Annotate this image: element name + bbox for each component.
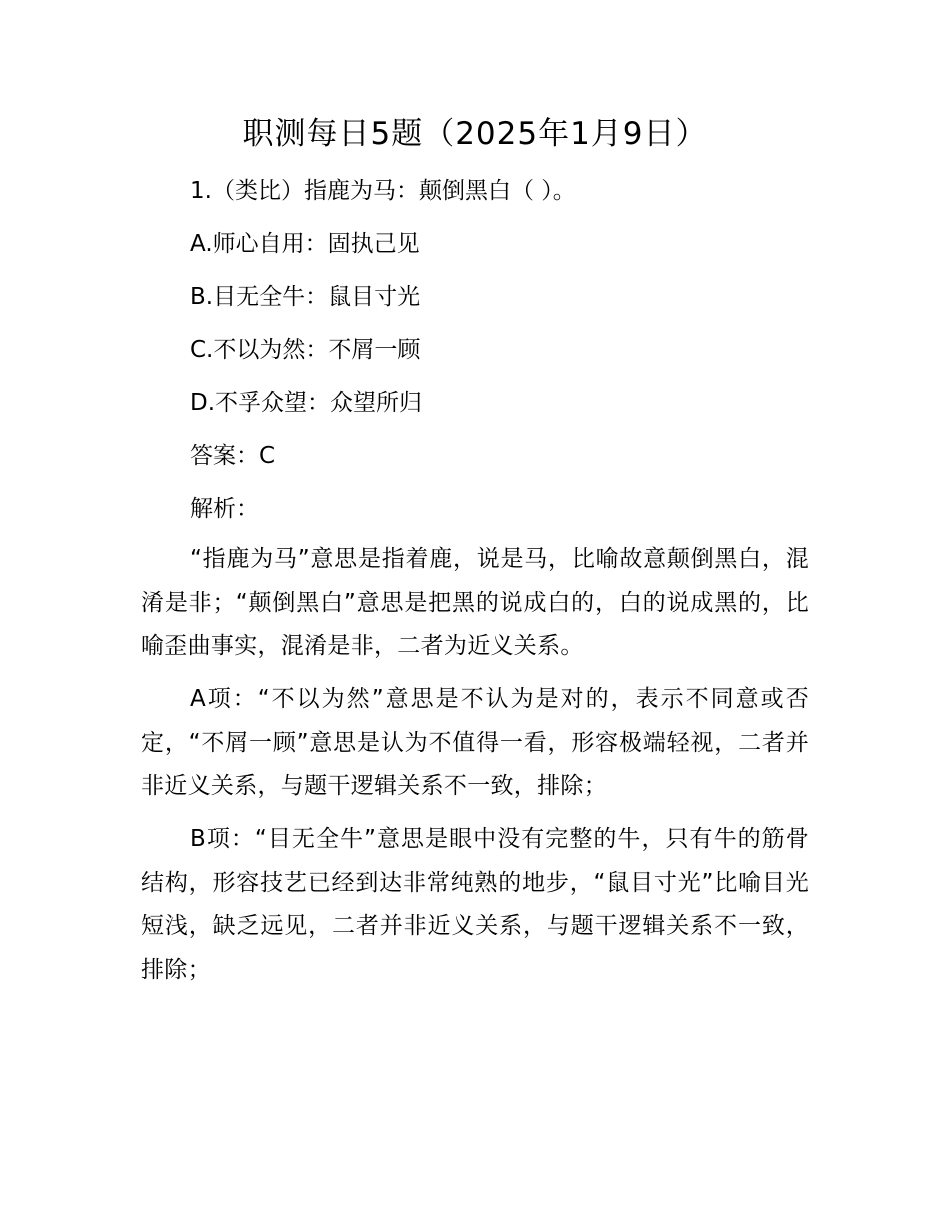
option-d: D.不孚众望：众望所归 <box>190 390 423 416</box>
question-stem: 1.（类比）指鹿为马：颠倒黑白（ ）。 <box>190 178 576 204</box>
answer-line: 答案：C <box>190 443 276 469</box>
option-c: C.不以为然：不屑一顾 <box>190 337 421 363</box>
option-a: A.师心自用：固执己见 <box>190 231 420 257</box>
analysis-label: 解析： <box>190 496 259 522</box>
analysis-paragraph-option-b: B项：“目无全牛”意思是眼中没有完整的牛，只有牛的筋骨结构，形容技艺已经到达非常纯熟的地步，“鼠目寸光”比喻目光短浅，缺乏远见，二者并非近义关系，与题干逻辑关系不一致，排除； <box>141 826 809 983</box>
document-title: 职测每日5题（2025年1月9日） <box>242 116 708 152</box>
option-b: B.目无全牛：鼠目寸光 <box>190 284 421 310</box>
analysis-paragraph-option-a: A项：“不以为然”意思是不认为是对的，表示不同意或否定，“不屑一顾”意思是认为不值得一看，形容极端轻视，二者并非近义关系，与题干逻辑关系不一致，排除； <box>141 686 809 799</box>
analysis-paragraph-intro: “指鹿为马”意思是指着鹿，说是马，比喻故意颠倒黑白，混淆是非；“颠倒黑白”意思是把黑的说成白的，白的说成黑的，比喻歪曲事实，混淆是非，二者为近义关系。 <box>141 546 809 659</box>
